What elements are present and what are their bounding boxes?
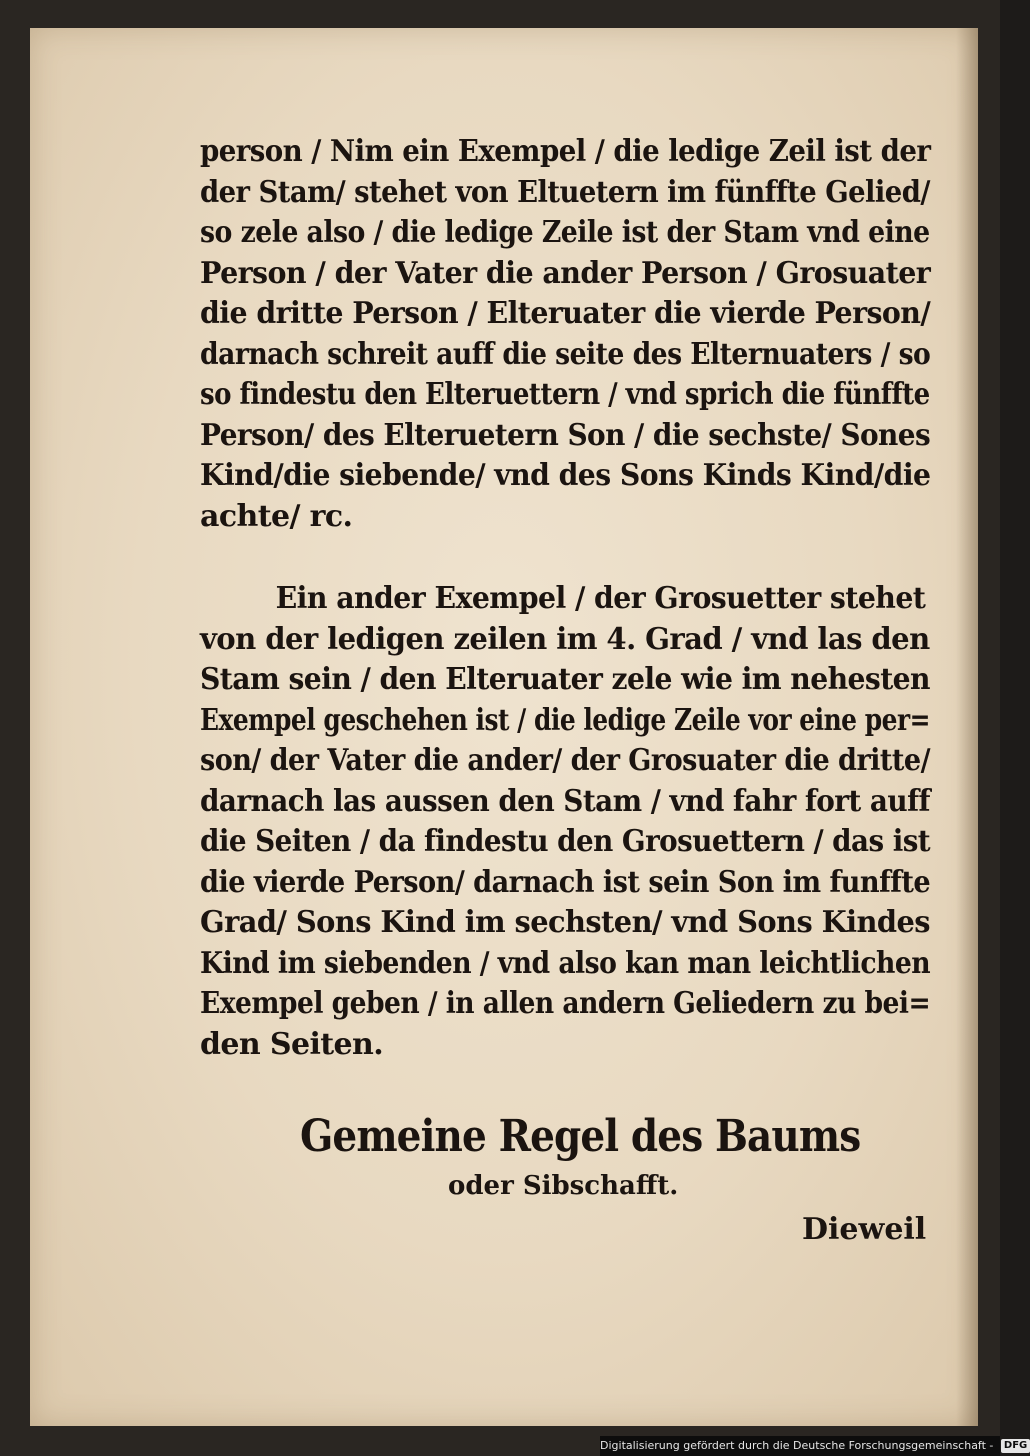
text-line: die Seiten / da findestu den Grosuettern / das ist [200, 824, 931, 859]
page-edge-shadow [956, 28, 978, 1426]
text-line: Kind/die siebende/ vnd des Sons Kinds Kind/die [200, 458, 931, 493]
text-line: darnach schreit auff die seite des Elternuaters / so [200, 336, 931, 372]
paragraph-1 [200, 132, 930, 537]
text-line: person / Nim ein Exempel / die ledige Zeil ist der [200, 134, 931, 169]
digitization-credit-bar [600, 1436, 1028, 1456]
text-line: son/ der Vater die ander/ der Grosuater die dritte/ [200, 743, 930, 778]
text-line: den Seiten. [200, 1026, 384, 1062]
main-text [200, 132, 930, 1065]
text-line: darnach las aussen den Stam / vnd fahr fort auff [200, 783, 930, 819]
text-line: Exempel geben / in allen andern Geliedern zu bei= [200, 986, 931, 1021]
text-line: Ein ander Exempel / der Grosuetter stehet [275, 581, 926, 616]
text-line: so findestu den Elteruettern / vnd sprich die fünffte [200, 377, 930, 412]
paragraph-2 [200, 579, 930, 1065]
text-line: achte/ rc. [200, 498, 353, 534]
section-heading: Gemeine Regel des Baums [300, 1111, 861, 1162]
text-line: Person/ des Elteruetern Son / die sechste/ Sones [200, 417, 931, 453]
section-subheading: oder Sibschafft. [448, 1171, 679, 1201]
dfg-logo[interactable]: DFG [1001, 1439, 1030, 1453]
text-line: die dritte Person / Elteruater die vierde Person/ [200, 296, 931, 331]
text-line: Stam sein / den Elteruater zele wie im nehesten [200, 662, 930, 697]
digitization-credit-text: Digitalisierung gefördert durch die Deutsche Forschungsgemeinschaft - [600, 1439, 994, 1452]
text-line: so zele also / die ledige Zeile ist der Stam vnd eine [200, 215, 930, 250]
catchword: Dieweil [802, 1212, 927, 1247]
text-line: die vierde Person/ darnach ist sein Son im funffte [200, 864, 931, 900]
text-line: der Stam/ stehet von Eltuetern im fünffte Gelied/ [200, 174, 930, 210]
text-line: Kind im siebenden / vnd also kan man leichtlichen [200, 945, 931, 981]
text-line: von der ledigen zeilen im 4. Grad / vnd las den [200, 621, 930, 657]
text-line: Person / der Vater die ander Person / Grosuater [200, 255, 931, 291]
text-line: Grad/ Sons Kind im sechsten/ vnd Sons Kindes [200, 905, 930, 940]
text-line: Exempel geschehen ist / die ledige Zeile vor eine per= [200, 702, 930, 738]
